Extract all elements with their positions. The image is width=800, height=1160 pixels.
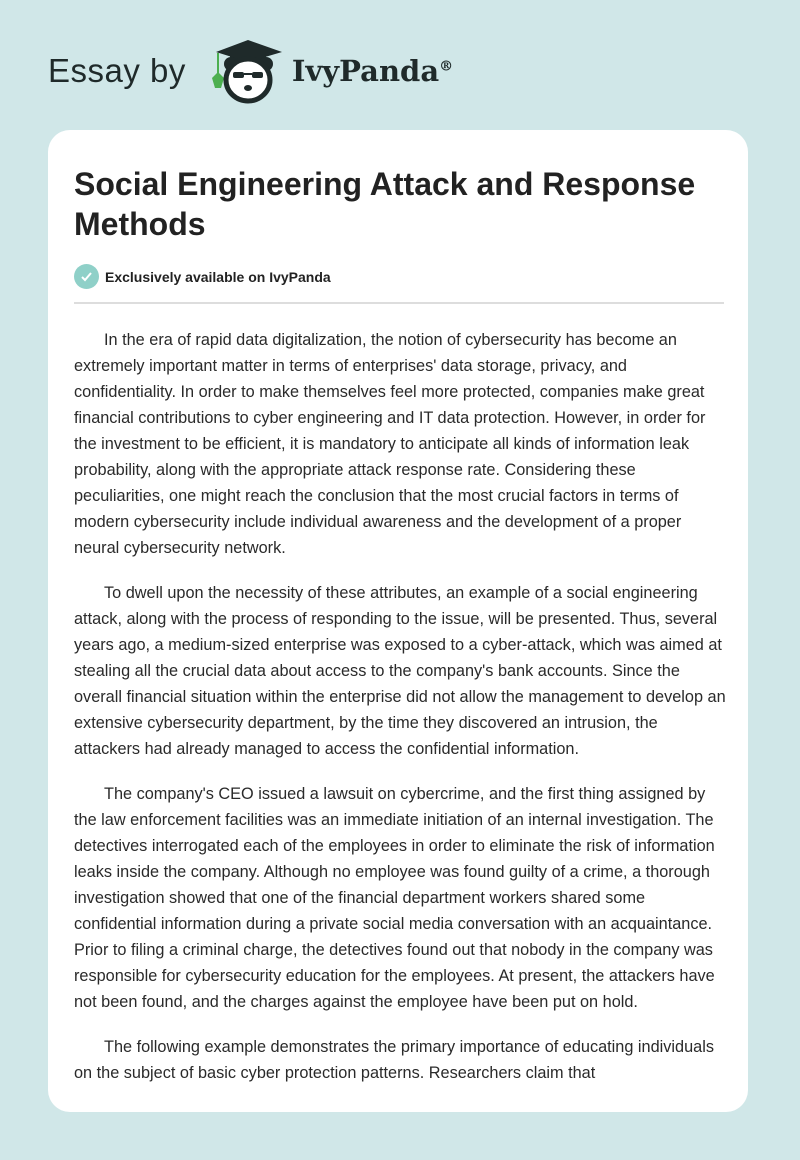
paragraph: The company's CEO issued a lawsuit on cybercrime, and the first thing assigned by the law enforcement facilities was an immediate initiation of an internal investigation. The detectives interrogated each of the employees in order to eliminate the risk of information leaks inside the company. Although no employee was found guilty of a crime, a thorough investigation showed that one of the financial department workers shared some confidential information during a private social media conversation with an acquaintance. Prior to filing a criminal charge, the detectives found out that nobody in the company was responsible for cybersecurity education for the employees. At present, the attackers have not been found, and the charges against the employee have been put on hold. (74, 785, 715, 1011)
page-title: Social Engineering Attack and Response Methods (74, 166, 696, 242)
paragraph: In the era of rapid data digitalization, the notion of cybersecurity has become an extremely important matter in terms of enterprises' data storage, privacy, and confidentiality. In order to make themselves feel more protected, companies make great financial contributions to cyber engineering and IT data protection. However, in order for the investment to be efficient, it is mandatory to anticipate all kinds of information leak probability, along with the appropriate attack response rate. Considering these peculiarities, one might reach the conclusion that the most crucial factors in terms of modern cybersecurity include individual awareness and the development of a proper neural cybersecurity network. (74, 331, 706, 557)
divider (74, 302, 724, 304)
registered-mark: ® (439, 58, 454, 75)
paragraph: To dwell upon the necessity of these attributes, an example of a social engineering attack, along with the process of responding to the issue, will be presented. Thus, several years ago, a medium-sized enterprise was exposed to a cyber-attack, which was aimed at stealing all the crucial data about access to the company's bank accounts. Since the overall financial situation within the enterprise did not allow the management to develop an extensive cybersecurity department, by the time they discovered an intrusion, the attackers had already managed to access the confidential information. (74, 584, 726, 758)
essay-card (48, 130, 748, 1112)
exclusive-badge (74, 264, 331, 289)
essay-body (74, 327, 726, 1105)
essay-by-label: Essay by (48, 52, 186, 89)
brand-name[interactable] (292, 54, 453, 88)
ivypanda-logo-icon[interactable] (206, 36, 286, 106)
site-header (48, 36, 453, 106)
paragraph: The following example demonstrates the primary importance of educating individuals on the subject of basic cyber protection patterns. Researchers claim that (74, 1038, 714, 1082)
check-icon (74, 264, 99, 289)
brand-text: IvyPanda (291, 54, 440, 88)
badge-text: Exclusively available on IvyPanda (105, 268, 331, 285)
